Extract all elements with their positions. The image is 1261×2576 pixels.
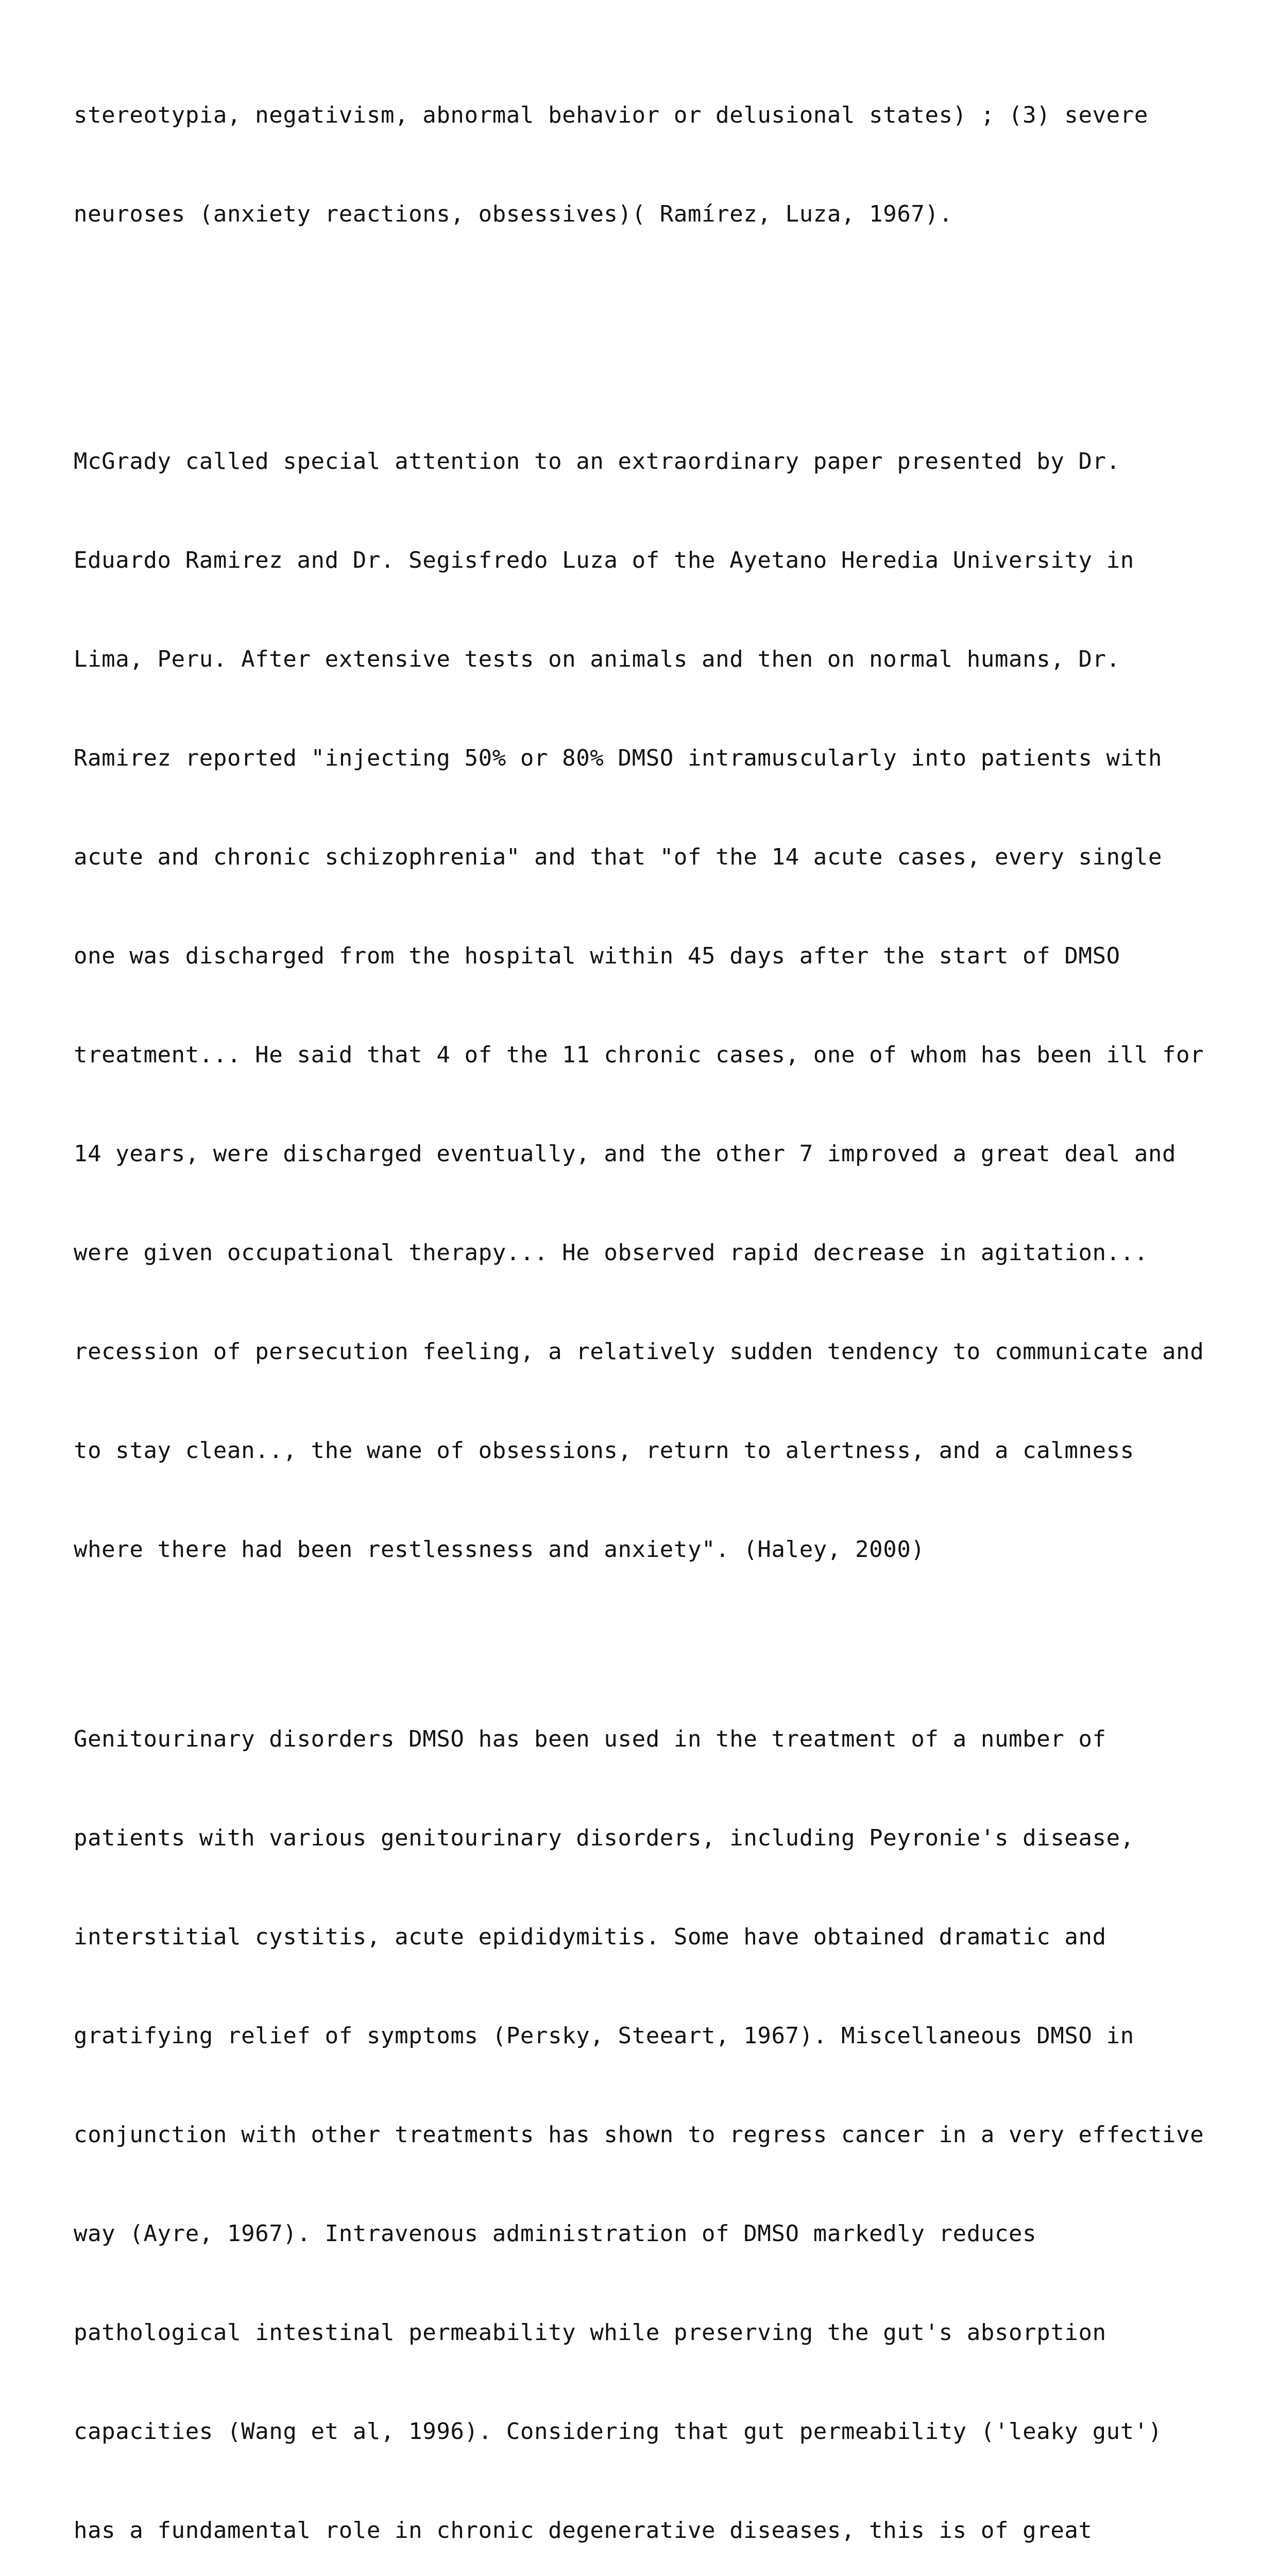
text-line: patients with various genitourinary disorders, including Peyronie's disease, [74, 1825, 1134, 1851]
paragraph-genitourinary [74, 1657, 1207, 2576]
text-line: treatment... He said that 4 of the 11 chronic cases, one of whom has been ill for [74, 1042, 1204, 1068]
text-line: conjunction with other treatments has shown to regress cancer in a very effective [74, 2122, 1204, 2148]
text-line: McGrady called special attention to an extraordinary paper presented by Dr. [74, 448, 1120, 474]
text-line: capacities (Wang et al, 1996). Considering that gut permeability ('leaky gut') [74, 2418, 1163, 2445]
text-line: neuroses (anxiety reactions, obsessives)( Ramírez, Luza, 1967). [74, 201, 953, 227]
text-line: one was discharged from the hospital within 45 days after the start of DMSO [74, 943, 1120, 969]
text-line: Eduardo Ramirez and Dr. Segisfredo Luza of the Ayetano Heredia University in [74, 547, 1134, 573]
text-line: way (Ayre, 1967). Intravenous administration of DMSO markedly reduces [74, 2221, 1037, 2247]
text-line: Ramirez reported "injecting 50% or 80% DMSO intramuscularly into patients with [74, 745, 1163, 771]
paragraph-mcgrady [74, 379, 1207, 1632]
text-line: to stay clean.., the wane of obsessions, return to alertness, and a calmness [74, 1437, 1134, 1464]
text-line: stereotypia, negativism, abnormal behavior or delusional states) ; (3) severe [74, 102, 1148, 128]
paragraph-neuroses [74, 33, 1207, 297]
text-line: acute and chronic schizophrenia" and that "of the 14 acute cases, every single [74, 844, 1163, 870]
text-line: recession of persecution feeling, a relatively sudden tendency to communicate and [74, 1338, 1204, 1365]
text-line: gratifying relief of symptoms (Persky, Steeart, 1967). Miscellaneous DMSO in [74, 2023, 1134, 2049]
document-page [74, 33, 1207, 2576]
paragraph-spacer [74, 1632, 1207, 1657]
text-line: were given occupational therapy... He observed rapid decrease in agitation... [74, 1240, 1148, 1266]
text-line: 14 years, were discharged eventually, and the other 7 improved a great deal and [74, 1141, 1177, 1167]
text-line: where there had been restlessness and anxiety". (Haley, 2000) [74, 1536, 925, 1563]
text-line: interstitial cystitis, acute epididymitis. Some have obtained dramatic and [74, 1924, 1106, 1950]
text-line: has a fundamental role in chronic degenerative diseases, this is of great [74, 2517, 1093, 2544]
paragraph-spacer [74, 297, 1207, 379]
text-line: pathological intestinal permeability while preserving the gut's absorption [74, 2319, 1106, 2346]
text-line: Lima, Peru. After extensive tests on animals and then on normal humans, Dr. [74, 646, 1120, 672]
text-line: Genitourinary disorders DMSO has been used in the treatment of a number of [74, 1726, 1106, 1752]
